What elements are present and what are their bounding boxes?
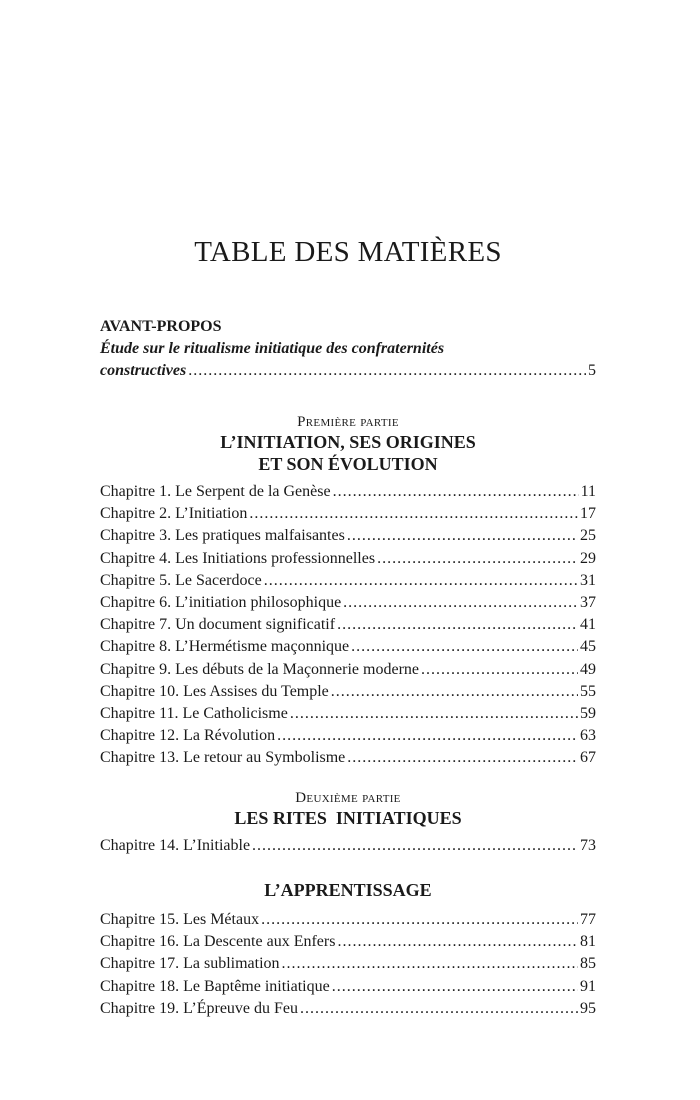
toc-row xyxy=(100,525,596,547)
toc-row xyxy=(100,548,596,570)
page-title: TABLE DES MATIÈRES xyxy=(194,236,502,268)
page-number: 77 xyxy=(580,911,596,928)
leader-dots xyxy=(261,909,578,931)
toc-row xyxy=(100,681,596,703)
toc-row xyxy=(100,503,596,525)
part-two xyxy=(100,790,596,857)
page-number: 95 xyxy=(580,999,596,1017)
chapter-title: Chapitre 7. Un document significatif xyxy=(100,616,336,634)
toc-row xyxy=(100,998,596,1020)
apprentissage-title: L’APPRENTISSAGE xyxy=(264,880,432,900)
leader-dots xyxy=(421,659,578,681)
chapter-title: Chapitre 16. La Descente aux Enfers xyxy=(100,933,336,951)
toc-row xyxy=(100,614,596,636)
toc-row xyxy=(100,747,596,769)
page-number: 5 xyxy=(588,362,596,379)
chapter-title: Chapitre 19. L’Épreuve du Feu xyxy=(100,999,299,1017)
chapter-title: Chapitre 10. Les Assises du Temple xyxy=(100,682,329,700)
part-one-title-line1: L’INITIATION, SES ORIGINES xyxy=(220,432,476,452)
leader-dots xyxy=(264,570,578,592)
part-two-label: Deuxième partie xyxy=(295,790,401,806)
page-number: 17 xyxy=(580,505,596,523)
leader-dots xyxy=(282,953,578,975)
toc-row xyxy=(100,976,596,998)
toc-row xyxy=(100,360,596,382)
page-number: 63 xyxy=(580,727,596,745)
chapter-title: Chapitre 4. Les Initiations professionnelles xyxy=(100,549,376,567)
apprentissage-chapter-list xyxy=(100,909,596,1020)
part-one-label: Première partie xyxy=(297,414,399,430)
toc-row xyxy=(100,570,596,592)
leader-dots xyxy=(277,725,578,747)
part-two-title: LES RITES INITIATIQUES xyxy=(234,808,462,828)
page-number: 45 xyxy=(580,638,596,656)
toc-row xyxy=(100,835,596,857)
toc-row xyxy=(100,659,596,681)
page-number: 49 xyxy=(580,660,596,678)
toc-row xyxy=(100,909,596,931)
toc-row xyxy=(100,953,596,975)
chapter-title: Chapitre 12. La Révolution xyxy=(100,727,276,745)
leader-dots xyxy=(333,481,579,503)
leader-dots xyxy=(337,931,578,953)
page-number: 55 xyxy=(580,682,596,700)
avant-propos-subtitle: Étude sur le ritualisme initiatique des confraternités xyxy=(100,340,445,357)
page-number: 29 xyxy=(580,549,596,567)
toc-row xyxy=(100,636,596,658)
leader-dots xyxy=(332,976,578,998)
chapter-title: Chapitre 6. L’initiation philosophique xyxy=(100,593,342,611)
page-number: 85 xyxy=(580,955,596,973)
chapter-title: Chapitre 1. Le Serpent de la Genèse xyxy=(100,483,331,500)
part-one-chapter-list xyxy=(100,481,596,769)
chapter-title: Chapitre 18. Le Baptême initiatique xyxy=(100,977,330,995)
part-one-title-line2: ET SON ÉVOLUTION xyxy=(258,454,438,474)
toc-row xyxy=(100,481,596,503)
leader-dots xyxy=(343,592,578,614)
page-number: 67 xyxy=(580,749,596,767)
chapter-title: Chapitre 9. Les débuts de la Maçonnerie moderne xyxy=(100,660,419,678)
leader-dots xyxy=(188,360,586,382)
leader-dots xyxy=(337,614,578,636)
page-number: 11 xyxy=(580,483,596,500)
leader-dots xyxy=(351,636,578,658)
page-number: 59 xyxy=(580,704,596,722)
leader-dots xyxy=(252,835,578,857)
chapter-title: Chapitre 15. Les Métaux xyxy=(100,911,260,928)
leader-dots xyxy=(347,747,578,769)
leader-dots xyxy=(377,548,578,570)
page-number: 25 xyxy=(580,527,596,545)
part-two-chapter-list xyxy=(100,835,596,857)
page-number: 73 xyxy=(580,837,596,854)
chapter-title: Chapitre 14. L’Initiable xyxy=(100,837,251,854)
toc-row xyxy=(100,725,596,747)
part-one xyxy=(100,414,596,769)
avant-propos-heading: AVANT-PROPOS xyxy=(100,318,222,335)
leader-dots xyxy=(249,503,578,525)
chapter-title: Chapitre 8. L’Hermétisme maçonnique xyxy=(100,638,350,656)
page-number: 81 xyxy=(580,933,596,951)
chapter-title: Chapitre 2. L’Initiation xyxy=(100,505,248,523)
leader-dots xyxy=(331,681,578,703)
leader-dots xyxy=(300,998,578,1020)
chapter-title: Chapitre 3. Les pratiques malfaisantes xyxy=(100,527,345,545)
toc-row xyxy=(100,703,596,725)
leader-dots xyxy=(290,703,578,725)
chapter-title: Chapitre 5. Le Sacerdoce xyxy=(100,571,262,589)
toc-row xyxy=(100,592,596,614)
avant-propos-entry xyxy=(100,316,596,382)
toc-row xyxy=(100,931,596,953)
chapter-title: Chapitre 17. La sublimation xyxy=(100,955,280,973)
page-number: 41 xyxy=(580,616,596,634)
apprentissage-section xyxy=(100,879,596,1020)
page-number: 91 xyxy=(580,977,596,995)
page-number: 37 xyxy=(580,593,596,611)
chapter-title: Chapitre 11. Le Catholicisme xyxy=(100,704,288,722)
chapter-title: Chapitre 13. Le retour au Symbolisme xyxy=(100,749,346,767)
avant-propos-subtitle-end: constructives xyxy=(100,362,187,379)
page-number: 31 xyxy=(580,571,596,589)
leader-dots xyxy=(347,525,578,547)
